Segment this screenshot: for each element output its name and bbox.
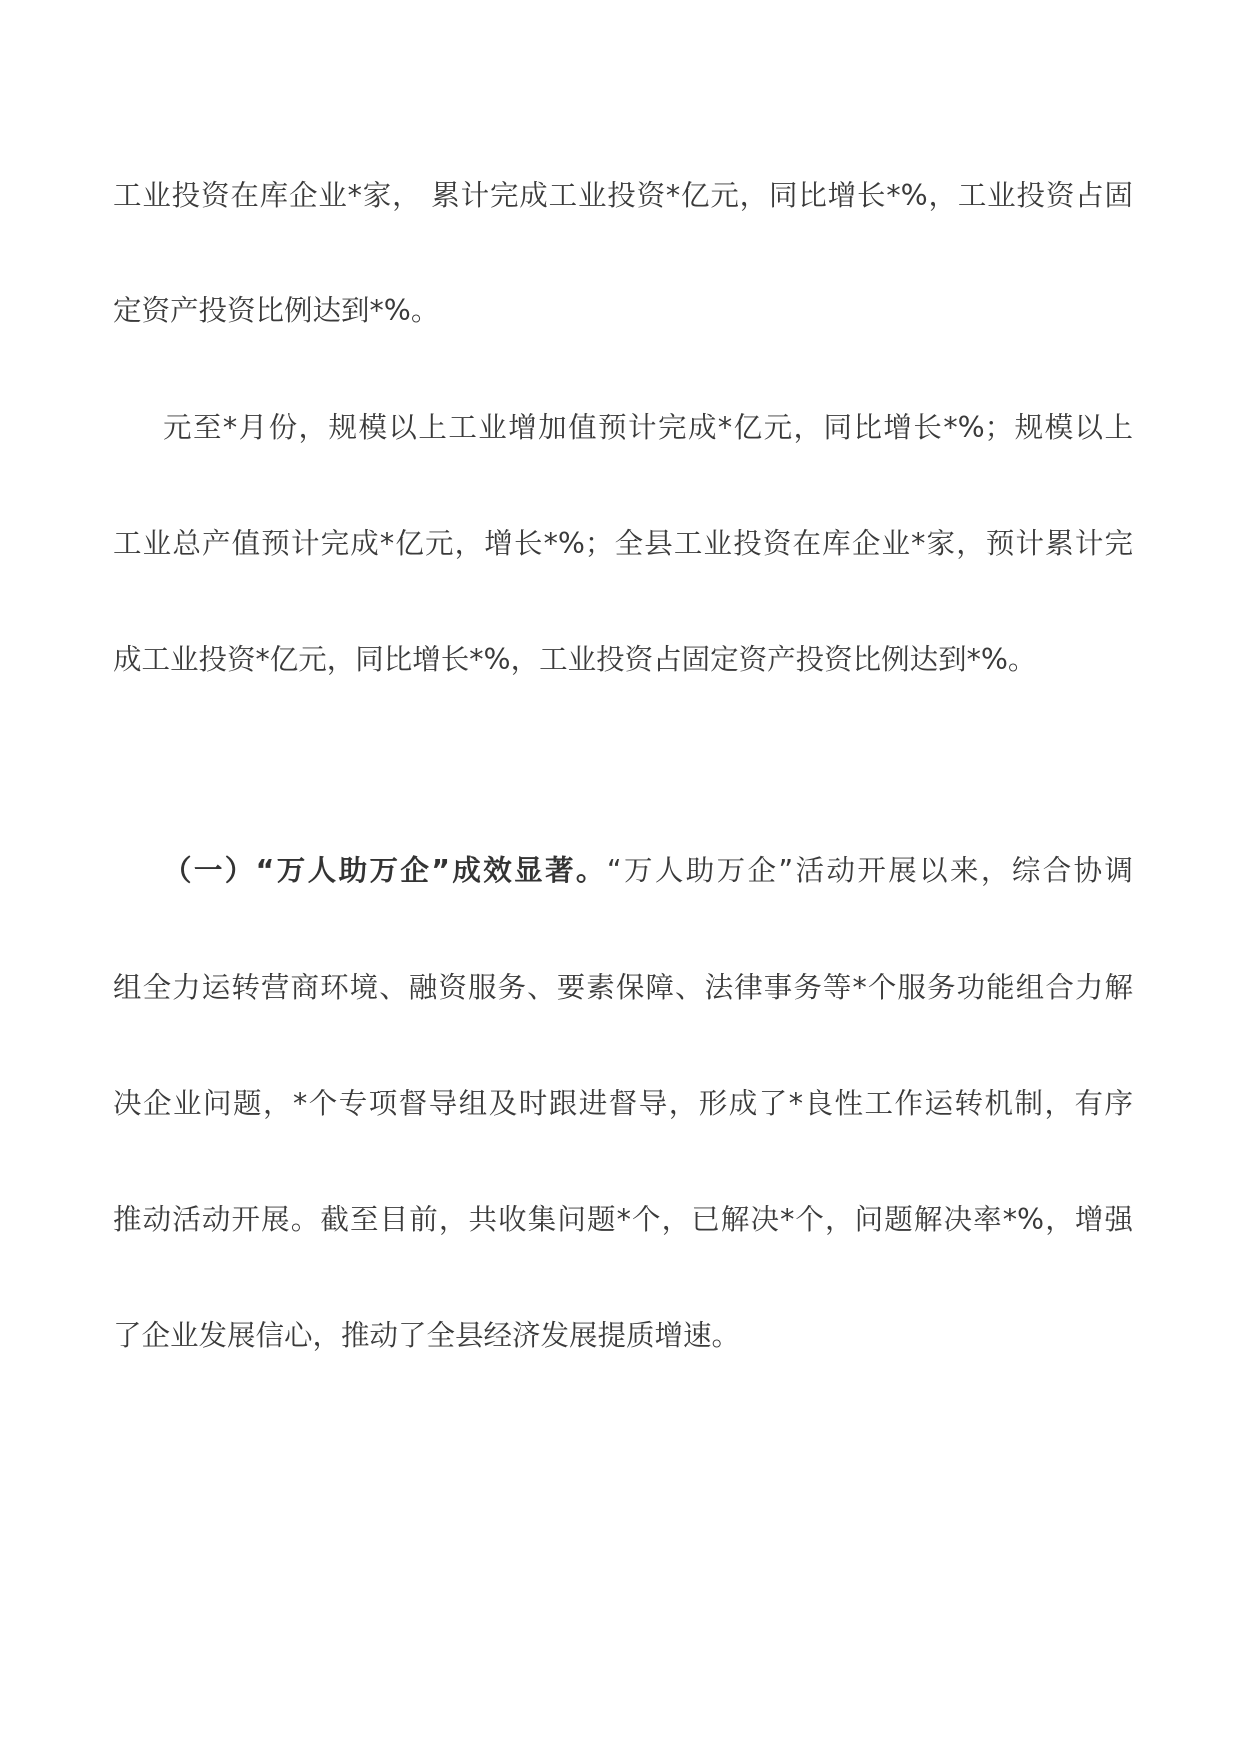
paragraph-2-line-2: 工业总产值预计完成*亿元，增长*%；全县工业投资在库企业*家，预计累计完: [113, 527, 1133, 560]
paragraph-3-line-4: 推动活动开展。截至目前，共收集问题*个，已解决*个，问题解决率*%，增强: [113, 1203, 1133, 1236]
paragraph-2-line-1: 元至*月份，规模以上工业增加值预计完成*亿元，同比增长*%；规模以上: [163, 411, 1133, 444]
paragraph-3-line-2: 组全力运转营商环境、融资服务、要素保障、法律事务等*个服务功能组合力解: [113, 971, 1133, 1004]
paragraph-1-line-2: 定资产投资比例达到*%。: [113, 294, 440, 327]
paragraph-2-line-3: 成工业投资*亿元，同比增长*%，工业投资占固定资产投资比例达到*%。: [113, 643, 1037, 676]
paragraph-3-line-1-text: “万人助万企”活动开展以来，综合协调: [606, 854, 1133, 887]
subsection-lead: （一）“万人助万企”成效显著。: [163, 854, 607, 887]
paragraph-3-line-1: [163, 851, 1133, 891]
paragraph-3-line-5: 了企业发展信心，推动了全县经济发展提质增速。: [113, 1319, 741, 1352]
paragraph-3-line-3: 决企业问题，*个专项督导组及时跟进督导，形成了*良性工作运转机制，有序: [113, 1087, 1133, 1120]
paragraph-1-line-1: 工业投资在库企业*家， 累计完成工业投资*亿元，同比增长*%，工业投资占固: [113, 179, 1133, 212]
